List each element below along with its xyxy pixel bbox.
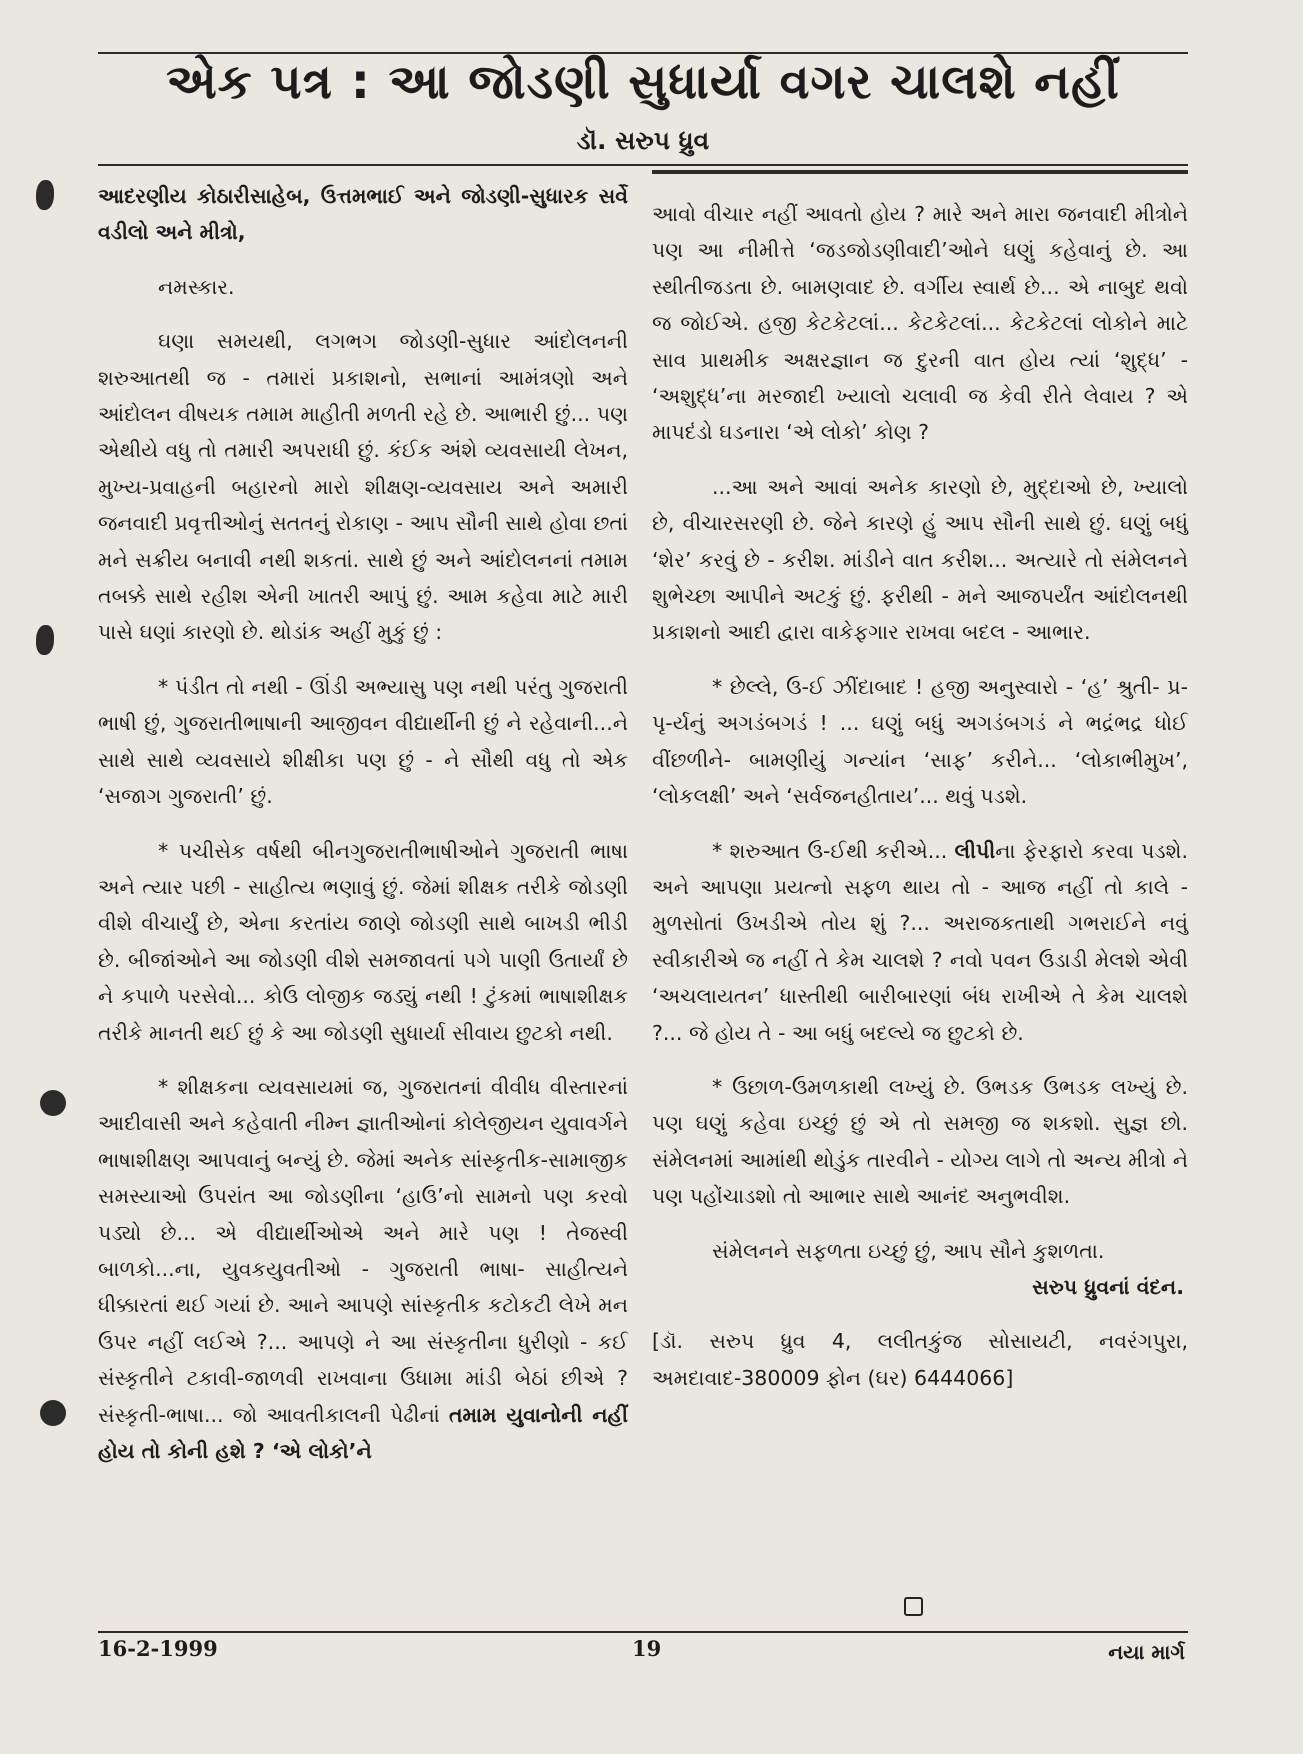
paragraph (98, 1069, 628, 1469)
paragraph-text: * શરુઆત ઉ-ઈથી કરીએ... (712, 838, 955, 863)
paragraph: ઘણા સમયથી, લગભગ જોડણી-સુધાર આંદોલનની શરુઆતથી જ - તમારાં પ્રકાશનો, સભાનાં આમંત્રણો અને આંદોલન વીષયક તમામ માહીતી મળતી રહે છે. આભારી છું... પણ એથીયે વધુ તો તમારી અપરાધી છું. કંઈક અંશે વ્યવસાયી લેખન, મુખ્ય-પ્રવાહની બહારનો મારો શીક્ષણ-વ્યવસાય અને અમારી જનવાદી પ્રવૃત્તીઓનું સતતનું રોકાણ - આપ સૌની સાથે હોવા છતાં મને સક્રીય બનાવી નથી શકતાં. સાથે છું અને આંદોલનનાં તમામ તબક્કે સાથે રહીશ એની ખાતરી આપું છું. આમ કહેવા માટે મારી પાસે ઘણાં કારણો છે. થોડાંક અહીં મુકું છું : (98, 329, 628, 645)
footer-magazine-name: નયા માર્ગ (1108, 1640, 1185, 1664)
paragraph: * છેલ્લે, ઉ-ઈ ઝીંદાબાદ ! હજી અનુસ્વારો - ‘હ’ શ્રુતી- પ્ર-પૃ-ર્યનું અગડંબગડં ! ... ઘણું બધું અગડંબગડં ને ભદ્રંભદ્ર ધોઈ વીંછળીને- બામણીયું ગન્યાંન ‘સાફ’ કરીને... ‘લોકાભીમુખ’, ‘લોકલક્ષી’ અને ‘સર્વજનહીતાય’... થવું પડશે. (652, 674, 1188, 809)
paragraph-bold-text: લીપી (954, 838, 996, 863)
binding-hole-mark (36, 180, 54, 210)
header-bottom-rule (98, 164, 1188, 166)
paragraph (652, 833, 1188, 1051)
paragraph-text: ના ફેરફારો કરવા પડશે. અને આપણા પ્રયત્નો સફળ થાય તો - આજ નહીં તો કાલે - મુળસોતાં ઉખડીએ તોય શું ?... અરાજકતાથી ગભરાઈને નવું સ્વીકારીએ જ નહીં તે કેમ ચાલશે ? નવો પવન ઉડાડી મેલશે એવી ‘અચલાયતન’ ધાસ્તીથી બારીબારણાં બંધ રાખીએ તે કેમ ચાલશે ?... જે હોય તે - આ બધું બદલ્યે જ છુટકો છે. (652, 838, 1188, 1045)
signature: સરુપ ધ્રુવનાં વંદન. (1032, 1274, 1184, 1299)
footer-date: 16-2-1999 (98, 1636, 218, 1661)
paragraph-text: * શીક્ષકના વ્યવસાયમાં જ, ગુજરાતનાં વીવીધ વીસ્તારનાં આદીવાસી અને કહેવાતી નીમ્ન જ્ઞાતીઓનાં કોલેજીયન યુવાવર્ગને ભાષાશીક્ષણ આપવાનું બન્યું છે. જેમાં અનેક સાંસ્કૃતીક-સામાજીક સમસ્યાઓ ઉપરાંત આ જોડણીના ‘હાઉ’નો સામનો પણ કરવો પડ્યો છે... એ વીદ્યાર્થીઓએ અને મારે પણ ! તેજસ્વી બાળકો...ના, યુવકયુવતીઓ - ગુજરાતી ભાષા- સાહીત્યને ધીક્કારતાં થઈ ગયાં છે. આને આપણે સાંસ્કૃતીક કટોકટી લેખે મન ઉપર નહીં લઈએ ?... આપણે ને આ સંસ્કૃતીના ધુરીણો - કઈ સંસ્કૃતીને ટકાવી-જાળવી રાખવાના ઉધામા માંડી બેઠાં છીએ ? સંસ્કૃતી-ભાષા... જો આવતીકાલની પેઢીનાં (98, 1074, 628, 1427)
footer-page-number: 19 (632, 1636, 662, 1661)
address-block: [ડૉ. સરુપ ધ્રુવ 4, લલીતકુંજ સોસાયટી, નવરંગપુરા, અમદાવાદ-380009 ફોન (ઘર) 6444066] (652, 1329, 1188, 1390)
footer-rule (98, 1631, 1188, 1633)
column-top-rule (652, 170, 1188, 174)
paragraph: ...આ અને આવાં અનેક કારણો છે, મુદ્દાઓ છે, ખ્યાલો છે, વીચારસરણી છે. જેને કારણે હું આપ સૌની સાથે છું. ઘણું બધું ‘શેર’ કરવું છે - કરીશ. માંડીને વાત કરીશ... અત્યારે તો સંમેલનને શુભેચ્છા આપીને અટકું છું. ફરીથી - મને આજપર્યંત આંદોલનથી પ્રકાશનો આદી દ્વારા વાકેફગાર રાખવા બદલ - આભાર. (652, 474, 1188, 645)
article-author: ડૉ. સરુપ ધ્રુવ (576, 126, 710, 155)
greeting: નમસ્કાર. (158, 274, 235, 299)
paragraph: * પચીસેક વર્ષથી બીનગુજરાતીભાષીઓને ગુજરાતી ભાષા અને ત્યાર પછી - સાહીત્ય ભણાવું છું. જેમાં શીક્ષક તરીકે જોડણી વીશે વીચાર્યું છે, એના કરતાંય જાણે જોડણી સાથે બાખડી ભીડી છે. બીજાંઓને આ જોડણી વીશે સમજાવતાં પગે પાણી ઉતાર્યાં છે ને કપાળે પરસેવો... કોઉ લોજીક જડ્યું નથી ! ટુંકમાં ભાષાશીક્ષક તરીકે માનતી થઈ છું કે આ જોડણી સુધાર્યા સીવાય છુટકો નથી. (98, 838, 628, 1045)
binding-hole-mark (36, 625, 54, 655)
article-title: એક પત્ર : આ જોડણી સુધાર્યા વગર ચાલશે નહીં (166, 54, 1120, 110)
end-mark-icon (904, 1597, 923, 1616)
salutation: આદરણીય કોઠારીસાહેબ, ઉત્તમભાઈ અને જોડણી-સુધારક સર્વે વડીલો અને મીત્રો, (98, 184, 628, 245)
right-column (652, 196, 1188, 1396)
binding-hole-mark (40, 1400, 66, 1426)
paragraph-bold-text: તમામ યુવાનોની નહીં હોય તો કોની હશે ? ‘એ લોકો’ને (98, 1402, 628, 1463)
binding-hole-mark (40, 1090, 66, 1116)
paragraph: * પંડીત તો નથી - ઊંડી અભ્યાસુ પણ નથી પરંતુ ગુજરાતી ભાષી છું, ગુજરાતીભાષાની આજીવન વીદ્યાર્થીની છું ને રહેવાની...ને સાથે સાથે વ્યવસાયે શીક્ષીકા પણ છું - ને સૌથી વધુ તો એક ‘સજાગ ગુજરાતી’ છું. (98, 674, 628, 809)
left-column (98, 178, 628, 1469)
closing-line: સંમેલનને સફળતા ઇચ્છું છું, આપ સૌને કુશળતા. (712, 1238, 1105, 1263)
paragraph: આવો વીચાર નહીં આવતો હોય ? મારે અને મારા જનવાદી મીત્રોને પણ આ નીમીત્તે ‘જડજોડણીવાદી’ઓને ઘણું કહેવાનું છે. આ સ્થીતીજડતા છે. બામણવાદ છે. વર્ગીય સ્વાર્થ છે... એ નાબુદ થવો જ જોઈએ. હજી કેટકેટલાં... કેટકેટલાં... કેટકેટલાં લોકોને માટે સાવ પ્રાથમીક અક્ષરજ્ઞાન જ દુરની વાત હોય ત્યાં ‘શુદ્ધ’ - ‘અશુદ્ધ’ના મરજાદી ખ્યાલો ચલાવી જ કેવી રીતે લેવાય ? એ માપદંડો ઘડનારા ‘એ લોકો’ કોણ ? (652, 202, 1188, 445)
paragraph: * ઉછાળ-ઉમળકાથી લખ્યું છે. ઉભડક ઉભડક લખ્યું છે. પણ ઘણું કહેવા ઇચ્છું છું એ તો સમજી જ શકશો. સુજ્ઞ છો. સંમેલનમાં આમાંથી થોડુંક તારવીને - યોગ્ય લાગે તો અન્ય મીત્રો ને પણ પહોંચાડશો તો આભાર સાથે આનંદ અનુભવીશ. (652, 1074, 1188, 1209)
